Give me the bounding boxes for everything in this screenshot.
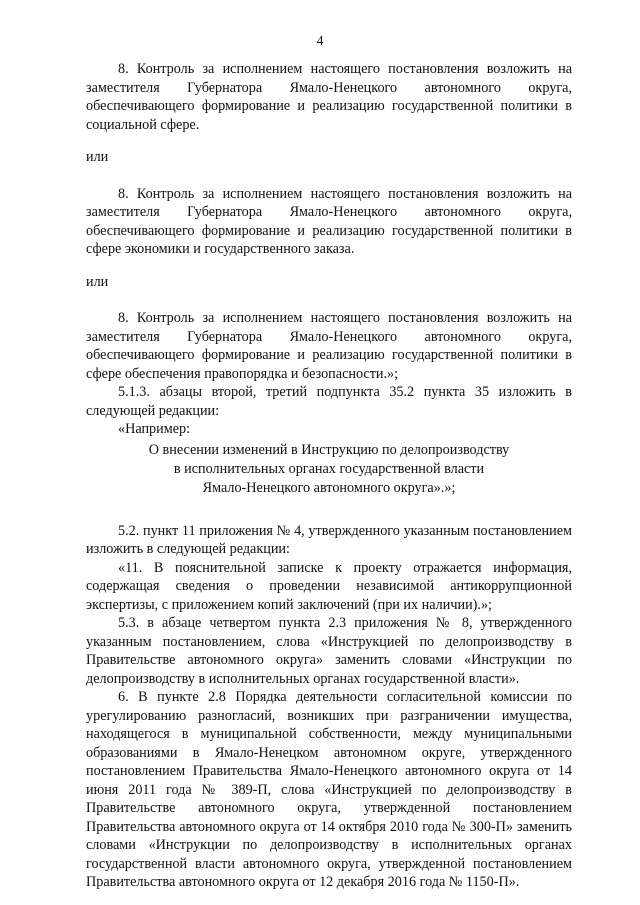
example-title-line: в исполнительных органах государственной власти (173, 460, 485, 477)
page-number: 4 (316, 34, 324, 49)
paragraph-6: 6. В пункте 2.8 Порядка деятельности согласительной комиссии по урегулированию разногласий, возникших при разграничении имущества, находящегося в муниципальной собственности, между муниципальными образованиями в Ямало-Ненецком автономном округе, утвержденного постановлением Правительства Ямало-Ненецкого автономного округа от 14 июня 2011 года № 389-П, слова «Инструкцией по делопроизводству в Правительстве автономного округа, утвержденной постановлением Правительства автономного округа от 14 октября 2010 года № 300-П» заменить словами «Инструкции по делопроизводству в исполнительных органах государственной власти автономного округа, утвержденной постановлением Правительства автономного округа от 12 декабря 2016 года № 1150-П». (86, 689, 572, 890)
example-label: «Например: (118, 421, 191, 437)
or-separator: или (86, 149, 109, 165)
paragraph-control-social: 8. Контроль за исполнением настоящего постановления возложить на заместителя Губернатора Ямало-Ненецкого автономного округа, обеспечивающего формирование и реализацию государственной политики в социальной сфере. (86, 61, 572, 133)
or-separator: или (86, 273, 109, 290)
paragraph-control-security: 8. Контроль за исполнением настоящего постановления возложить на заместителя Губернатора Ямало-Ненецкого автономного округа, обеспечивающего формирование и реализацию государственной политики в сфере обеспечения правопорядка и безопасности.»; (86, 310, 572, 382)
example-title (86, 441, 572, 498)
example-title-line: О внесении изменений в Инструкцию по делопроизводству (148, 441, 510, 458)
example-title-line: Ямало-Ненецкого автономного округа».»; (202, 479, 456, 496)
paragraph-item-11: «11. В пояснительной записке к проекту отражается информация, содержащая сведения о проведении независимой антикоррупционной экспертизы, с приложением копий заключений (при их наличии).»; (86, 559, 572, 613)
paragraph-5-2: 5.2. пункт 11 приложения № 4, утвержденного указанным постановлением изложить в следующей редакции: (86, 522, 572, 557)
paragraph-5-3: 5.3. в абзаце четвертом пункта 2.3 приложения № 8, утвержденного указанным постановлением, слова «Инструкцией по делопроизводству в Правительстве автономного округа» заменить словами «Инструкции по делопроизводству в исполнительных органах государственной власти». (86, 615, 572, 687)
paragraph-control-economy: 8. Контроль за исполнением настоящего постановления возложить на заместителя Губернатора Ямало-Ненецкого автономного округа, обеспечивающего формирование и реализацию государственной политики в сфере экономики и государственного заказа. (86, 185, 572, 257)
paragraph-5-1-3: 5.1.3. абзацы второй, третий подпункта 35.2 пункта 35 изложить в следующей редакции: (86, 384, 572, 419)
document-body (86, 60, 572, 892)
